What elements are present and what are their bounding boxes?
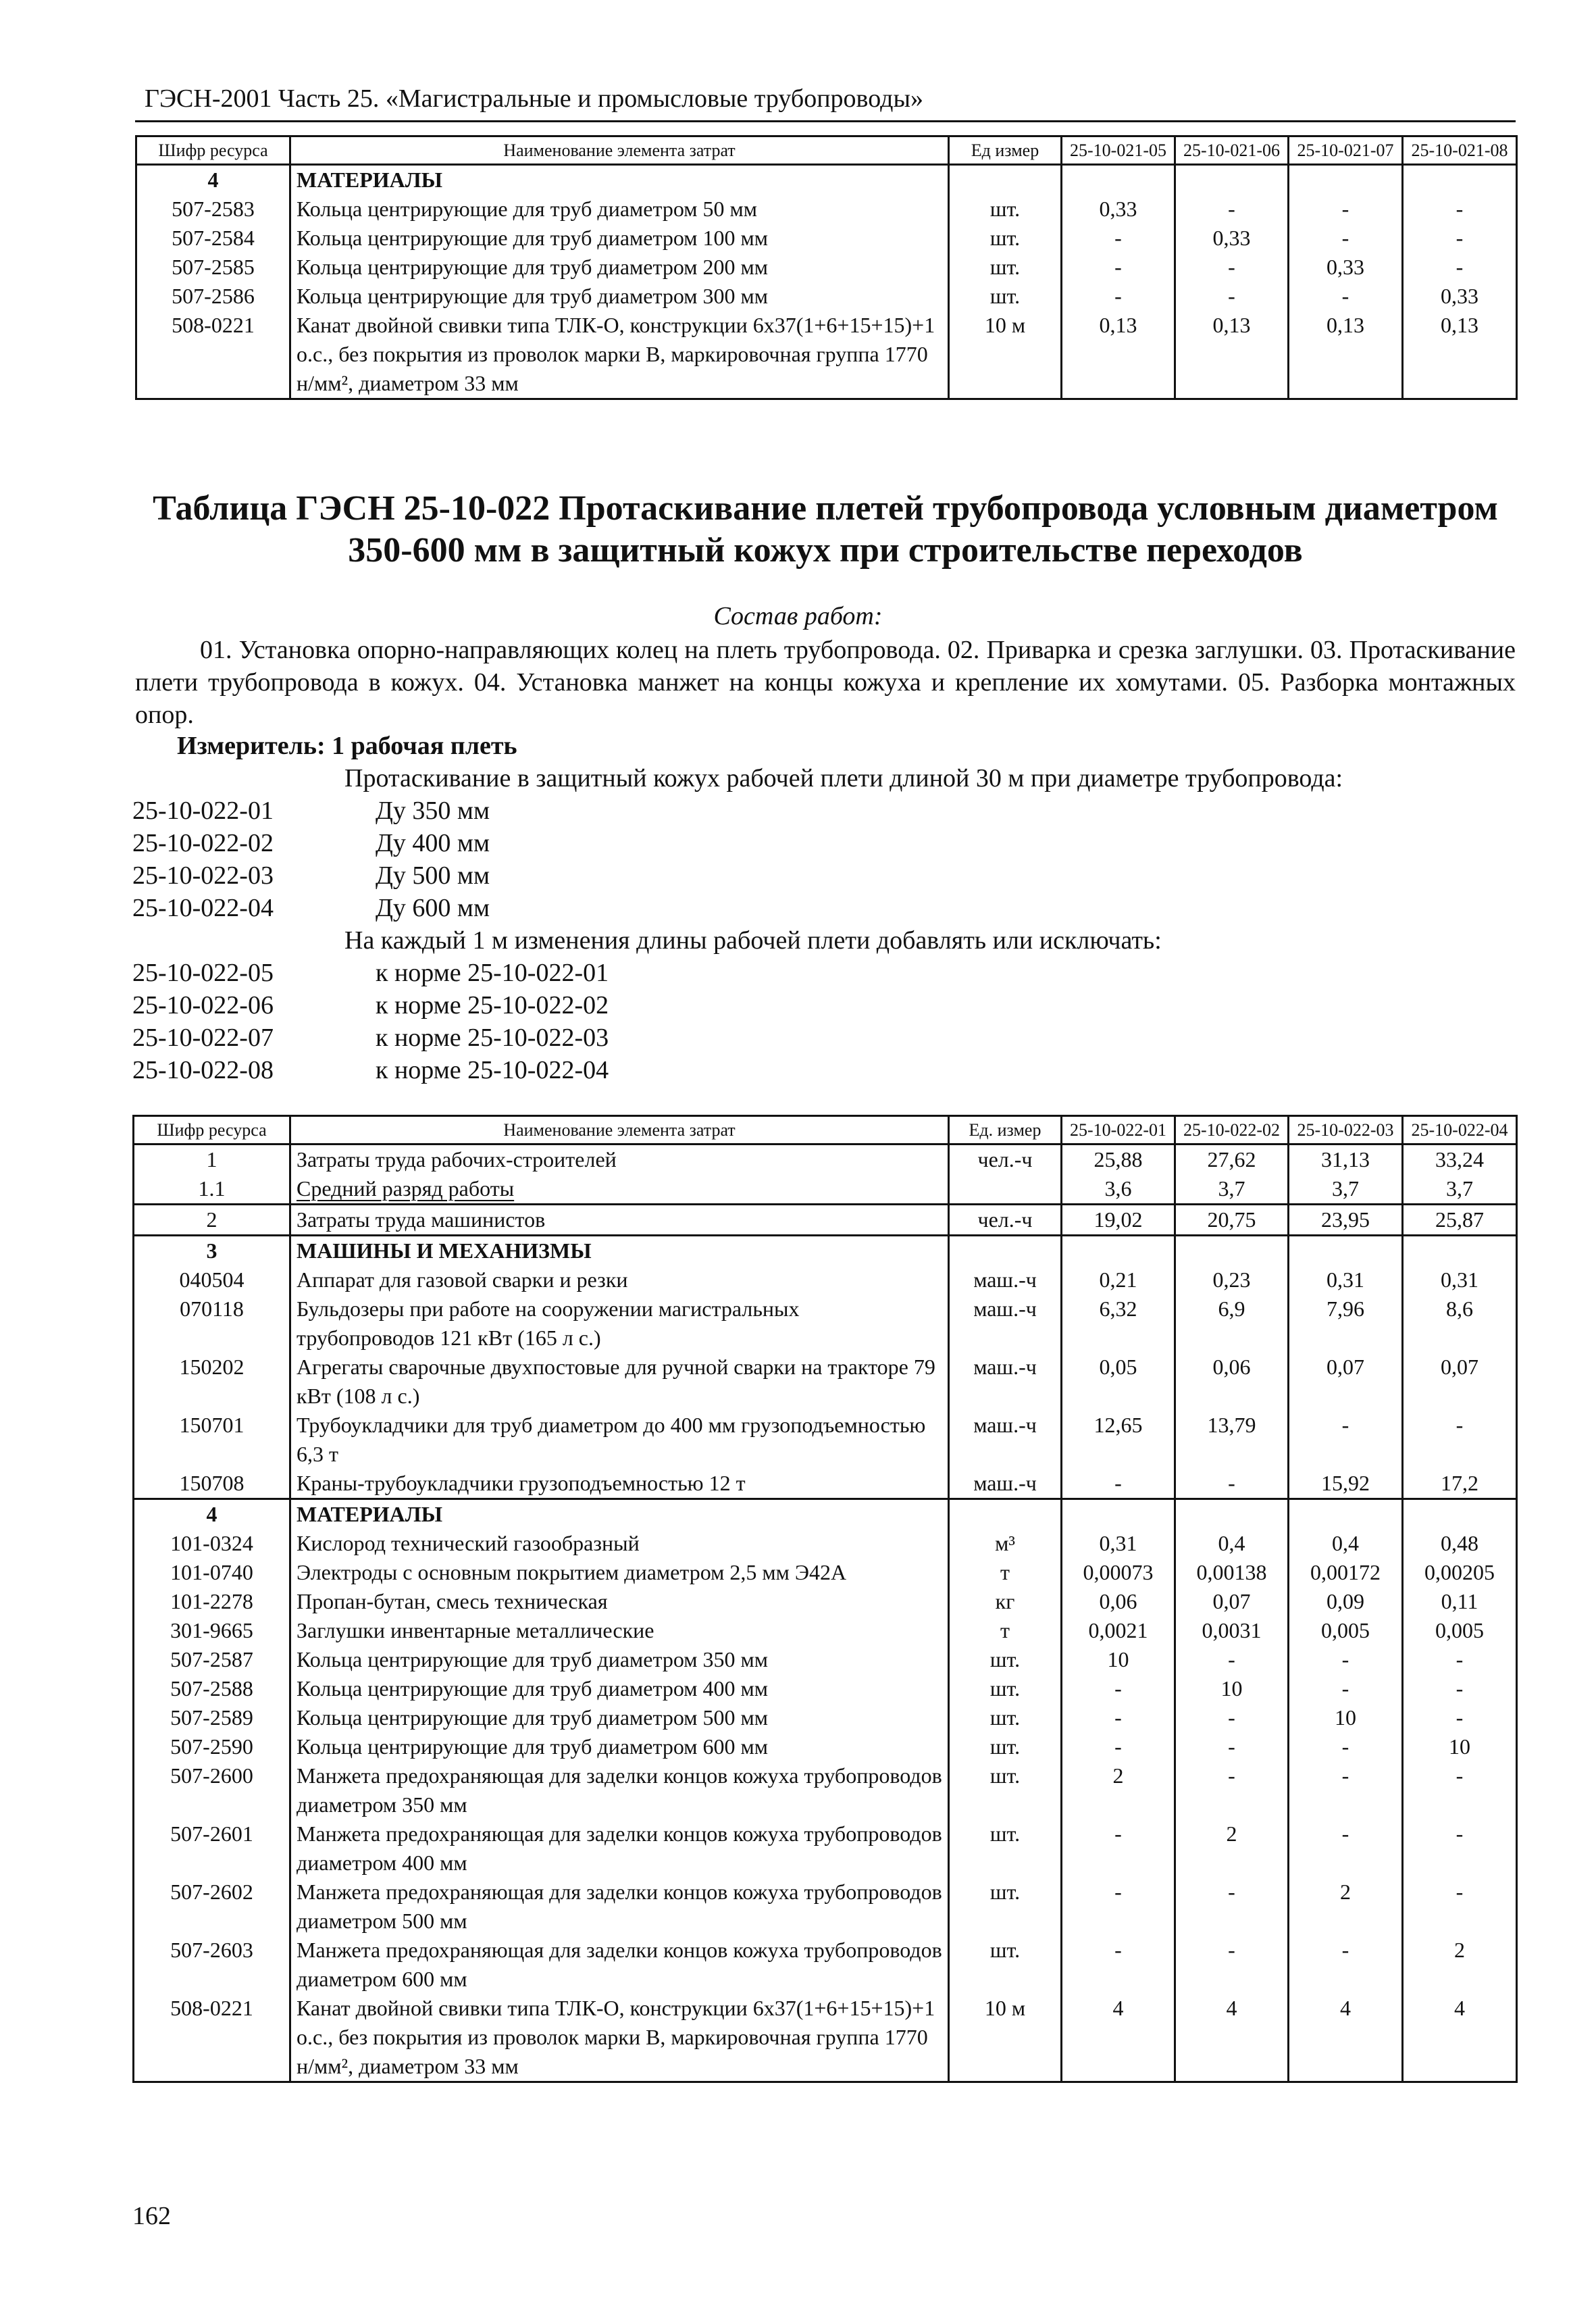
row-value: 23,95 [1289, 1205, 1403, 1236]
row-value: 4 [1289, 1994, 1403, 2082]
row-unit [949, 1499, 1062, 1530]
row-value: 2 [1289, 1878, 1403, 1936]
row-code: 507-2590 [134, 1732, 290, 1761]
table-row [136, 311, 1517, 399]
row-value: - [1403, 1645, 1517, 1674]
row-value: - [1062, 253, 1175, 282]
row-value: 0,06 [1175, 1353, 1289, 1411]
row-unit: шт. [949, 282, 1062, 311]
row-code: 507-2602 [134, 1878, 290, 1936]
row-value: 4 [1062, 1994, 1175, 2082]
row-value: 0,31 [1062, 1529, 1175, 1558]
row-name: Манжета предохраняющая для заделки концов кожуха трубопроводов диаметром 400 мм [290, 1819, 949, 1878]
row-value: 0,13 [1062, 311, 1175, 399]
row-value: 0,21 [1062, 1265, 1175, 1294]
row-value: - [1062, 1878, 1175, 1936]
add-code-line [132, 1023, 609, 1053]
row-code: 070118 [134, 1294, 290, 1353]
row-unit: шт. [949, 253, 1062, 282]
row-value: 0,13 [1175, 311, 1289, 399]
row-value: - [1175, 1732, 1289, 1761]
row-name: Канат двойной свивки типа ТЛК-О, конструкции 6х37(1+6+15+15)+1 о.с., без покрытия из проволок марки В, маркировочная группа 1770 н/мм², диаметром 33 мм [290, 1994, 949, 2082]
row-unit: 10 м [949, 1994, 1062, 2082]
norm-code: 25-10-022-07 [132, 1024, 274, 1052]
row-value: 4 [1175, 1994, 1289, 2082]
add-code-line [132, 1055, 609, 1085]
row-name: Агрегаты сварочные двухпостовые для ручной сварки на тракторе 79 кВт (108 л с.) [290, 1353, 949, 1411]
row-value: - [1289, 1674, 1403, 1703]
row-unit: шт. [949, 1674, 1062, 1703]
norm-text: Ду 350 мм [376, 797, 490, 825]
row-value: 0,33 [1062, 195, 1175, 224]
row-value: 0,0021 [1062, 1616, 1175, 1645]
row-value: 0,23 [1175, 1265, 1289, 1294]
row-code: 150202 [134, 1353, 290, 1411]
table-title: Таблица ГЭСН 25-10-022 Протаскивание плетей трубопровода условным диаметром 350-600 мм в защитный кожух при строительстве переходов [153, 489, 1498, 570]
table-row [136, 282, 1517, 311]
row-name: Манжета предохраняющая для заделки концов кожуха трубопроводов диаметром 600 мм [290, 1936, 949, 1994]
row-value: - [1175, 1469, 1289, 1499]
row-name: Кольца центрирующие для труб диаметром 50 мм [290, 195, 949, 224]
row-value: - [1403, 253, 1517, 282]
row-code: 101-0740 [134, 1558, 290, 1587]
add-code-line [132, 958, 609, 988]
row-value: 10 [1403, 1732, 1517, 1761]
norm-code: 25-10-022-01 [132, 797, 274, 825]
row-code: 101-2278 [134, 1587, 290, 1616]
norm-text: Ду 600 мм [376, 894, 490, 922]
row-value [1289, 1499, 1403, 1530]
row-value: 6,32 [1062, 1294, 1175, 1353]
row-value: - [1175, 253, 1289, 282]
row-name: Аппарат для газовой сварки и резки [290, 1265, 949, 1294]
row-name: Трубоукладчики для труб диаметром до 400 мм грузоподъемностью 6,3 т [290, 1411, 949, 1469]
row-value: 17,2 [1403, 1469, 1517, 1499]
row-name: Кольца центрирующие для труб диаметром 600 мм [290, 1732, 949, 1761]
table-row [136, 224, 1517, 253]
row-code: 507-2589 [134, 1703, 290, 1732]
row-name: Затраты труда рабочих-строителей [290, 1145, 949, 1175]
header-col-4: 25-10-021-08 [1403, 136, 1517, 165]
table-row [134, 1145, 1517, 1175]
header-col-3: 25-10-021-07 [1289, 136, 1403, 165]
row-value: 3,7 [1175, 1174, 1289, 1205]
row-code: 507-2585 [136, 253, 290, 282]
row-unit [949, 1236, 1062, 1266]
row-name: Электроды с основным покрытием диаметром 2,5 мм Э42А [290, 1558, 949, 1587]
row-value: 2 [1062, 1761, 1175, 1819]
header-code: Шифр ресурса [136, 136, 290, 165]
row-code: 507-2584 [136, 224, 290, 253]
row-value: 0,00138 [1175, 1558, 1289, 1587]
row-unit: шт. [949, 195, 1062, 224]
header-code: Шифр ресурса [134, 1116, 290, 1145]
row-value [1289, 1236, 1403, 1266]
row-name: Затраты труда машинистов [290, 1205, 949, 1236]
row-value: - [1175, 1878, 1289, 1936]
row-code: 507-2600 [134, 1761, 290, 1819]
add-note: На каждый 1 м изменения длины рабочей плети добавлять или исключать: [344, 926, 1162, 955]
row-code: 507-2586 [136, 282, 290, 311]
row-name: Краны-трубоукладчики грузоподъемностью 12 т [290, 1469, 949, 1499]
row-name: Манжета предохраняющая для заделки концов кожуха трубопроводов диаметром 500 мм [290, 1878, 949, 1936]
row-unit: маш.-ч [949, 1411, 1062, 1469]
row-value: 25,88 [1062, 1145, 1175, 1175]
row-unit: шт. [949, 1732, 1062, 1761]
row-value: 0,13 [1403, 311, 1517, 399]
meter: Измеритель: 1 рабочая плеть [177, 732, 517, 760]
row-value [1175, 1236, 1289, 1266]
row-value: 0,00073 [1062, 1558, 1175, 1587]
norm-text: к норме 25-10-022-02 [376, 991, 609, 1020]
norm-code-line [132, 828, 490, 858]
row-value: 0,07 [1289, 1353, 1403, 1411]
norm-code: 25-10-022-05 [132, 959, 274, 987]
row-value: 0,07 [1175, 1587, 1289, 1616]
row-value: - [1403, 1703, 1517, 1732]
header-name: Наименование элемента затрат [290, 136, 949, 165]
page-number: 162 [132, 2202, 171, 2230]
row-value: - [1175, 282, 1289, 311]
row-value: 6,9 [1175, 1294, 1289, 1353]
row-name: Кольца центрирующие для труб диаметром 350 мм [290, 1645, 949, 1674]
row-code: 4 [134, 1499, 290, 1530]
row-value: 0,005 [1403, 1616, 1517, 1645]
row-value: - [1289, 1411, 1403, 1469]
row-value: - [1403, 1674, 1517, 1703]
row-value: - [1403, 1878, 1517, 1936]
norm-code: 25-10-022-08 [132, 1056, 274, 1084]
row-value: - [1403, 1819, 1517, 1878]
row-name: Кольца центрирующие для труб диаметром 400 мм [290, 1674, 949, 1703]
row-name: Канат двойной свивки типа ТЛК-О, конструкции 6х37(1+6+15+15)+1 о.с., без покрытия из проволок марки В, маркировочная группа 1770 н/мм², диаметром 33 мм [290, 311, 949, 399]
row-value: 0,31 [1403, 1265, 1517, 1294]
row-code: 301-9665 [134, 1616, 290, 1645]
row-value: 20,75 [1175, 1205, 1289, 1236]
row-code: 2 [134, 1205, 290, 1236]
header-rule [135, 120, 1516, 122]
section-row [134, 1236, 1517, 1266]
row-name: Заглушки инвентарные металлические [290, 1616, 949, 1645]
row-value: 3,7 [1403, 1174, 1517, 1205]
table-row [134, 1761, 1517, 1819]
resource-table-021 [135, 135, 1518, 400]
norm-code: 25-10-022-02 [132, 829, 274, 857]
row-value: 0,07 [1403, 1353, 1517, 1411]
norm-code: 25-10-022-03 [132, 861, 274, 890]
table-row [134, 1411, 1517, 1469]
row-unit: шт. [949, 1645, 1062, 1674]
row-unit: шт. [949, 1819, 1062, 1878]
row-value: 2 [1175, 1819, 1289, 1878]
row-value: 0,05 [1062, 1353, 1175, 1411]
row-value: - [1062, 1936, 1175, 1994]
row-name: Манжета предохраняющая для заделки концов кожуха трубопроводов диаметром 350 мм [290, 1761, 949, 1819]
row-value: 3,6 [1062, 1174, 1175, 1205]
row-value: - [1403, 1761, 1517, 1819]
section-row [136, 165, 1517, 195]
row-value: 15,92 [1289, 1469, 1403, 1499]
row-value: 2 [1403, 1936, 1517, 1994]
row-unit: маш.-ч [949, 1294, 1062, 1353]
row-value: 0,11 [1403, 1587, 1517, 1616]
row-value: - [1403, 195, 1517, 224]
row-name: Кольца центрирующие для труб диаметром 200 мм [290, 253, 949, 282]
header-col-1: 25-10-021-05 [1062, 136, 1175, 165]
row-unit: чел.-ч [949, 1145, 1062, 1175]
row-unit: кг [949, 1587, 1062, 1616]
row-value: - [1289, 224, 1403, 253]
table-row [134, 1558, 1517, 1587]
table-row [136, 253, 1517, 282]
row-unit: шт. [949, 224, 1062, 253]
row-value: 0,00172 [1289, 1558, 1403, 1587]
row-value: 0,33 [1289, 253, 1403, 282]
row-value: 12,65 [1062, 1411, 1175, 1469]
row-code: 508-0221 [134, 1994, 290, 2082]
composition-text: 01. Установка опорно-направляющих колец на плеть трубопровода. 02. Приварка и срезка заглушки. 03. Протаскивание плети трубопровода в кожух. 04. Установка манжет на концы кожуха и крепление их хомутами. 05. Разборка монтажных опор. [135, 636, 1516, 729]
row-value: - [1289, 1732, 1403, 1761]
norm-code: 25-10-022-06 [132, 991, 274, 1020]
row-value: 10 [1175, 1674, 1289, 1703]
row-value [1403, 1499, 1517, 1530]
row-code: 3 [134, 1236, 290, 1266]
header-col-3: 25-10-022-03 [1289, 1116, 1403, 1145]
norm-text: к норме 25-10-022-04 [376, 1056, 609, 1084]
row-code: 1.1 [134, 1174, 290, 1205]
norm-code-line [132, 893, 490, 923]
header-name: Наименование элемента затрат [290, 1116, 949, 1145]
table-row [134, 1265, 1517, 1294]
norm-description: Протаскивание в защитный кожух рабочей плети длиной 30 м при диаметре трубопровода: [344, 764, 1343, 793]
table-row [136, 195, 1517, 224]
row-value: - [1062, 224, 1175, 253]
row-value: 8,6 [1403, 1294, 1517, 1353]
running-header: ГЭСН-2001 Часть 25. «Магистральные и промысловые трубопроводы» [145, 84, 923, 113]
row-name: Кольца центрирующие для труб диаметром 300 мм [290, 282, 949, 311]
table-row [134, 1174, 1517, 1205]
row-value: 13,79 [1175, 1411, 1289, 1469]
row-unit: т [949, 1558, 1062, 1587]
row-value: 0,4 [1175, 1529, 1289, 1558]
row-value: - [1289, 1819, 1403, 1878]
row-value [1403, 1236, 1517, 1266]
row-value: - [1289, 282, 1403, 311]
row-unit: маш.-ч [949, 1353, 1062, 1411]
row-value: - [1175, 1761, 1289, 1819]
row-value: 27,62 [1175, 1145, 1289, 1175]
row-value: 0,33 [1403, 282, 1517, 311]
row-value: - [1062, 1732, 1175, 1761]
table-row [134, 1353, 1517, 1411]
row-code: 150708 [134, 1469, 290, 1499]
row-value [1062, 1499, 1175, 1530]
row-value: - [1062, 282, 1175, 311]
table-header-row [134, 1116, 1517, 1145]
row-name: Средний разряд работы [290, 1174, 949, 1205]
row-name: Кольца центрирующие для труб диаметром 100 мм [290, 224, 949, 253]
row-value: 0,005 [1289, 1616, 1403, 1645]
row-code: 508-0221 [136, 311, 290, 399]
table-row [134, 1587, 1517, 1616]
row-name: МАШИНЫ И МЕХАНИЗМЫ [290, 1236, 949, 1266]
row-value: 0,33 [1175, 224, 1289, 253]
row-value: 4 [1403, 1994, 1517, 2082]
table-row [134, 1205, 1517, 1236]
header-col-1: 25-10-022-01 [1062, 1116, 1175, 1145]
row-code: 101-0324 [134, 1529, 290, 1558]
header-col-2: 25-10-022-02 [1175, 1116, 1289, 1145]
table-row [134, 1878, 1517, 1936]
row-value: 33,24 [1403, 1145, 1517, 1175]
row-unit [949, 1174, 1062, 1205]
row-value: - [1062, 1469, 1175, 1499]
row-name: МАТЕРИАЛЫ [290, 165, 949, 195]
header-col-4: 25-10-022-04 [1403, 1116, 1517, 1145]
row-value: - [1175, 1936, 1289, 1994]
table-row [134, 1936, 1517, 1994]
norm-code: 25-10-022-04 [132, 894, 274, 922]
row-value: 7,96 [1289, 1294, 1403, 1353]
row-value: - [1289, 1936, 1403, 1994]
row-value: - [1062, 1674, 1175, 1703]
row-code: 4 [136, 165, 290, 195]
row-unit: шт. [949, 1703, 1062, 1732]
row-code: 507-2583 [136, 195, 290, 224]
norm-code-line [132, 861, 490, 890]
row-value: 0,0031 [1175, 1616, 1289, 1645]
row-code: 507-2588 [134, 1674, 290, 1703]
table-row [134, 1732, 1517, 1761]
row-unit: маш.-ч [949, 1469, 1062, 1499]
row-code: 507-2601 [134, 1819, 290, 1878]
header-unit: Ед измер [949, 136, 1062, 165]
row-code: 507-2603 [134, 1936, 290, 1994]
table-row [134, 1616, 1517, 1645]
table-row [134, 1294, 1517, 1353]
table-row [134, 1819, 1517, 1878]
row-value [1062, 1236, 1175, 1266]
row-code: 1 [134, 1145, 290, 1175]
table-row [134, 1703, 1517, 1732]
row-value: 0,09 [1289, 1587, 1403, 1616]
row-code: 507-2587 [134, 1645, 290, 1674]
row-value: - [1289, 195, 1403, 224]
row-value: - [1403, 1411, 1517, 1469]
row-value: - [1062, 1819, 1175, 1878]
row-value: 0,31 [1289, 1265, 1403, 1294]
row-value: 10 [1289, 1703, 1403, 1732]
row-name: Пропан-бутан, смесь техническая [290, 1587, 949, 1616]
table-row [134, 1994, 1517, 2082]
row-unit: 10 м [949, 311, 1062, 399]
row-value: 0,4 [1289, 1529, 1403, 1558]
norm-code-line [132, 796, 490, 826]
row-value: 31,13 [1289, 1145, 1403, 1175]
row-name: Кислород технический газообразный [290, 1529, 949, 1558]
norm-text: Ду 500 мм [376, 861, 490, 890]
row-unit: чел.-ч [949, 1205, 1062, 1236]
row-value: 0,13 [1289, 311, 1403, 399]
row-value: - [1403, 224, 1517, 253]
table-row [134, 1529, 1517, 1558]
row-value: - [1175, 195, 1289, 224]
header-unit: Ед. измер [949, 1116, 1062, 1145]
row-value: 0,48 [1403, 1529, 1517, 1558]
row-unit: шт. [949, 1878, 1062, 1936]
add-code-line [132, 990, 609, 1020]
row-value: 19,02 [1062, 1205, 1175, 1236]
section-row [134, 1499, 1517, 1530]
header-col-2: 25-10-021-06 [1175, 136, 1289, 165]
norm-text: к норме 25-10-022-01 [376, 959, 609, 987]
table-header-row [136, 136, 1517, 165]
resource-table-022 [132, 1115, 1518, 2083]
row-name: Кольца центрирующие для труб диаметром 500 мм [290, 1703, 949, 1732]
row-code: 150701 [134, 1411, 290, 1469]
row-value: 3,7 [1289, 1174, 1403, 1205]
row-value: 0,00205 [1403, 1558, 1517, 1587]
row-unit: м³ [949, 1529, 1062, 1558]
row-name: МАТЕРИАЛЫ [290, 1499, 949, 1530]
table-row [134, 1674, 1517, 1703]
table-row [134, 1469, 1517, 1499]
row-value: - [1062, 1703, 1175, 1732]
row-value: - [1175, 1645, 1289, 1674]
row-value: - [1175, 1703, 1289, 1732]
norm-text: Ду 400 мм [376, 829, 490, 857]
table-row [134, 1645, 1517, 1674]
row-value: - [1289, 1761, 1403, 1819]
row-unit: шт. [949, 1761, 1062, 1819]
composition-label: Состав работ: [713, 602, 883, 630]
row-value: 0,06 [1062, 1587, 1175, 1616]
row-unit: т [949, 1616, 1062, 1645]
row-value: 25,87 [1403, 1205, 1517, 1236]
row-value: - [1289, 1645, 1403, 1674]
row-value: 10 [1062, 1645, 1175, 1674]
row-code: 040504 [134, 1265, 290, 1294]
row-name: Бульдозеры при работе на сооружении магистральных трубопроводов 121 кВт (165 л с.) [290, 1294, 949, 1353]
row-unit: шт. [949, 1936, 1062, 1994]
norm-text: к норме 25-10-022-03 [376, 1024, 609, 1052]
row-value [1175, 1499, 1289, 1530]
row-unit: маш.-ч [949, 1265, 1062, 1294]
